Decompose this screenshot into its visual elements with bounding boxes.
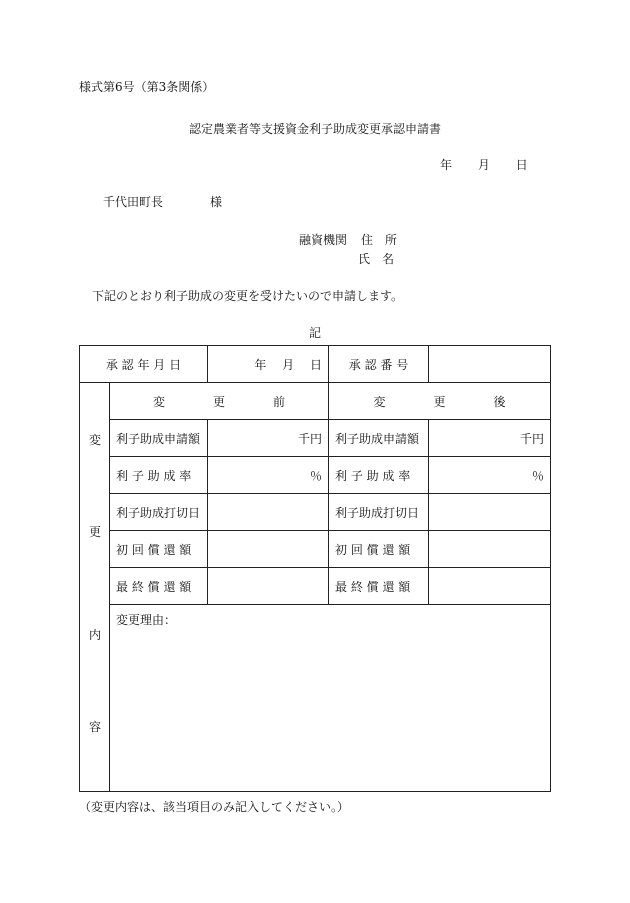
- approval-row: [80, 346, 551, 383]
- change-content-side-label: [80, 383, 110, 792]
- date-day-label: 日: [515, 158, 528, 172]
- table-row: [80, 420, 551, 457]
- after-value-field[interactable]: [429, 568, 551, 605]
- table-row: [80, 568, 551, 605]
- approval-date-field[interactable]: 年 月 日: [208, 346, 329, 383]
- after-value-field[interactable]: [429, 494, 551, 531]
- approval-number-label: 承 認 番 号: [329, 346, 429, 383]
- approval-date-label: 承 認 年 月 日: [80, 346, 208, 383]
- lender-name-line: [358, 250, 394, 267]
- before-row-label: 利子助成申請額: [110, 420, 208, 457]
- document-title: 認定農業者等支援資金利子助成変更承認申請書: [188, 122, 441, 136]
- after-value-field[interactable]: [429, 531, 551, 568]
- lender-label: 融資機関: [299, 233, 348, 247]
- side-char-2: 更: [88, 525, 101, 539]
- before-row-label: 利 子 助 成 率: [110, 457, 208, 494]
- addressee-name: 千代田町長: [103, 195, 164, 209]
- before-value-field[interactable]: [208, 494, 329, 531]
- before-change-header: 変 更 前: [110, 383, 329, 420]
- ki-heading: 記: [308, 326, 321, 340]
- side-char-3: 内: [88, 628, 101, 642]
- side-char-4: 容: [88, 720, 101, 734]
- before-row-label: 最 終 償 還 額: [110, 568, 208, 605]
- before-value-field[interactable]: 千円: [208, 420, 329, 457]
- form-number: 様式第6号（第3条関係）: [79, 80, 215, 94]
- after-row-label: 利 子 助 成 率: [329, 457, 429, 494]
- date-year-label: 年: [440, 158, 453, 172]
- address-label: 住 所: [361, 233, 398, 247]
- date-month-label: 月: [477, 158, 490, 172]
- lender-address-line: [299, 231, 397, 248]
- after-change-header: 変 更 後: [329, 383, 551, 420]
- before-value-field[interactable]: [208, 531, 329, 568]
- header-row: [80, 383, 551, 420]
- after-value-field[interactable]: ％: [429, 457, 551, 494]
- change-reason-label: 変更理由：: [116, 613, 177, 627]
- after-row-label: 利子助成打切日: [329, 494, 429, 531]
- change-form-table: [79, 345, 551, 792]
- after-value-field[interactable]: 千円: [429, 420, 551, 457]
- side-char-1: 変: [88, 433, 101, 447]
- honorific: 様: [210, 195, 223, 209]
- before-value-field[interactable]: [208, 568, 329, 605]
- before-value-field[interactable]: ％: [208, 457, 329, 494]
- addressee: [103, 193, 222, 210]
- change-reason-field[interactable]: [110, 605, 551, 792]
- after-row-label: 最 終 償 還 額: [329, 568, 429, 605]
- table-row: [80, 531, 551, 568]
- footer-note: （変更内容は、該当項目のみ記入してください。）: [79, 800, 350, 814]
- after-row-label: 利子助成申請額: [329, 420, 429, 457]
- application-date: [440, 156, 528, 173]
- before-row-label: 利子助成打切日: [110, 494, 208, 531]
- table-row: [80, 494, 551, 531]
- reason-row: [80, 605, 551, 792]
- approval-number-field[interactable]: [429, 346, 551, 383]
- after-row-label: 初 回 償 還 額: [329, 531, 429, 568]
- intro-text: 下記のとおり利子助成の変更を受けたいので申請します。: [92, 289, 404, 303]
- name-label: 氏 名: [358, 252, 395, 266]
- before-row-label: 初 回 償 還 額: [110, 531, 208, 568]
- table-row: [80, 457, 551, 494]
